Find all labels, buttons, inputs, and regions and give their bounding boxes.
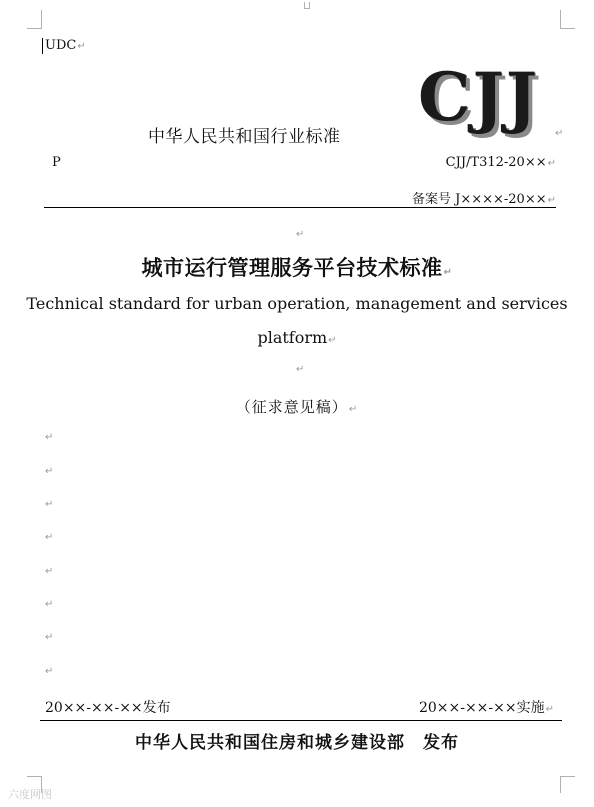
empty-paragraph-mark[interactable]: ↵ <box>45 566 54 577</box>
title-english-line1: Technical standard for urban operation, management and services <box>26 294 568 313</box>
issuer-name: 中华人民共和国住房和城乡建设部 <box>135 733 405 753</box>
paragraph-mark: ↵ <box>547 195 556 206</box>
empty-paragraph-mark[interactable]: ↵ <box>45 632 54 643</box>
empty-paragraph-mark[interactable]: ↵ <box>45 499 54 510</box>
paragraph-mark: ↵ <box>328 335 337 346</box>
page-top-tick <box>304 2 310 9</box>
crop-mark-top-left <box>27 10 42 29</box>
paragraph-mark: ↵ <box>547 158 556 169</box>
issuer-line <box>0 728 594 753</box>
empty-paragraph-mark[interactable]: ↵ <box>45 432 54 443</box>
empty-paragraph-mark[interactable]: ↵ <box>45 599 54 610</box>
filing-number-line <box>412 188 556 207</box>
udc-line[interactable] <box>45 38 86 53</box>
crop-mark-bottom-right <box>560 776 575 793</box>
watermark: 六度网图 <box>8 788 52 801</box>
draft-note: （征求意见稿） <box>235 398 348 416</box>
filing-number: 备案号 J××××-20×× <box>411 192 547 207</box>
empty-paragraph-mark[interactable]: ↵ <box>45 466 54 477</box>
title-chinese: 城市运行管理服务平台技术标准 <box>141 256 443 280</box>
crop-mark-top-right <box>560 10 575 29</box>
title-chinese-line <box>0 252 594 282</box>
standard-number: CJJ/T312-20×× <box>445 155 547 170</box>
empty-paragraph-mark[interactable]: ↵ <box>45 666 54 677</box>
cjj-logo: CJJ <box>418 58 539 136</box>
issue-verb: 发布 <box>423 733 459 753</box>
title-english-line2: platform <box>257 328 328 347</box>
paragraph-mark: ↵ <box>545 704 554 715</box>
implementation-date: 20××-××-××实施 <box>418 700 545 716</box>
paragraph-mark: ↵ <box>443 267 453 278</box>
udc-label: UDC <box>45 38 77 53</box>
paragraph-mark: ↵ <box>77 41 86 52</box>
paragraph-mark: ↵ <box>348 404 359 415</box>
category-code: P <box>52 155 61 170</box>
header-divider <box>44 207 556 208</box>
draft-note-line <box>0 396 594 417</box>
footer-divider <box>40 720 562 721</box>
issue-date: 20××-××-××发布 <box>45 700 171 716</box>
standard-number-line <box>446 155 556 170</box>
empty-paragraph-mark[interactable]: ↵ <box>45 532 54 543</box>
industry-standard-heading: 中华人民共和国行业标准 <box>148 127 341 147</box>
title-english-line2-wrap <box>0 328 594 347</box>
paragraph-mark: ↵ <box>296 229 305 240</box>
paragraph-mark: ↵ <box>555 128 564 139</box>
text-cursor <box>42 38 43 54</box>
implementation-date-line <box>419 697 554 717</box>
paragraph-mark: ↵ <box>296 364 305 375</box>
